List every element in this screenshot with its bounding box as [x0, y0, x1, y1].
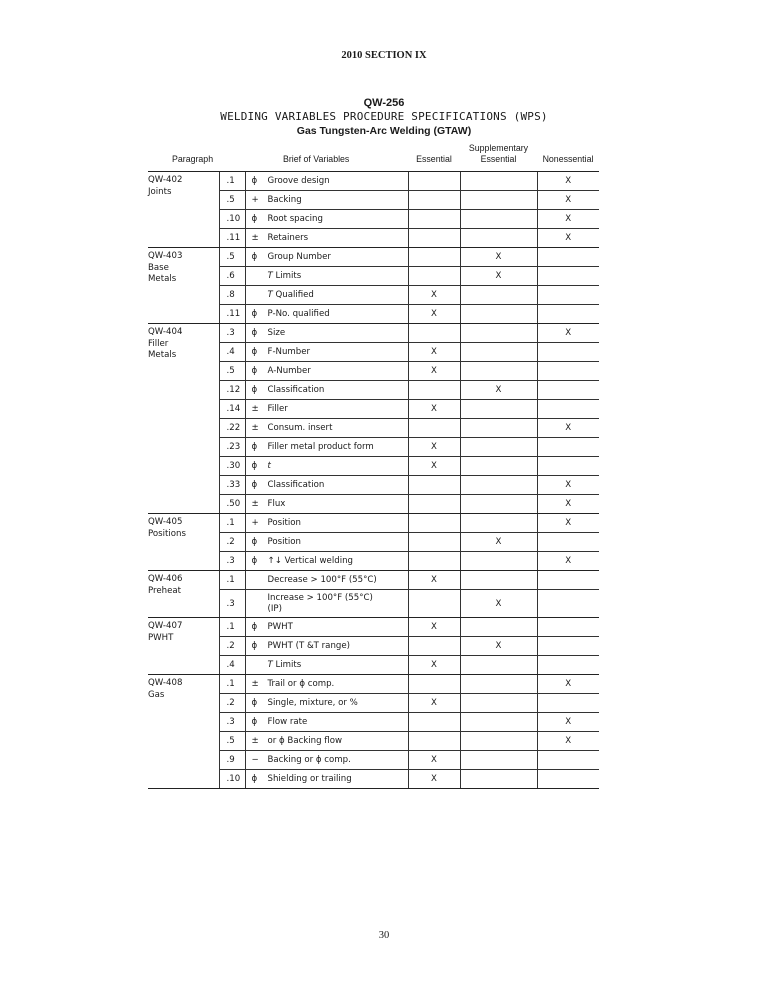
- variable-number: .5: [219, 732, 245, 751]
- table-row: [148, 514, 599, 533]
- nonessential-mark: [537, 438, 599, 457]
- essential-mark: [408, 381, 460, 400]
- nonessential-mark: [537, 343, 599, 362]
- essential-mark: [408, 324, 460, 343]
- variable-number: .5: [219, 191, 245, 210]
- variable-description: Group Number: [267, 252, 331, 262]
- nonessential-mark: [537, 770, 599, 789]
- paragraph-name: Filler Metals: [148, 338, 177, 360]
- variable-description: Shielding or trailing: [267, 774, 352, 784]
- essential-mark: [408, 191, 460, 210]
- variable-brief: [245, 656, 408, 675]
- variable-description: t: [267, 461, 271, 471]
- variable-description: PWHT: [267, 622, 293, 632]
- change-symbol: ϕ: [251, 774, 258, 784]
- nonessential-mark: [537, 694, 599, 713]
- nonessential-mark: [537, 457, 599, 476]
- nonessential-mark: X: [537, 552, 599, 571]
- variable-description: or ϕ Backing flow: [267, 736, 343, 746]
- paragraph-code: QW-406: [148, 574, 183, 584]
- essential-mark: X: [408, 286, 460, 305]
- variable-description: Decrease > 100°F (55°C): [267, 575, 377, 585]
- variable-number: .1: [219, 514, 245, 533]
- variable-number: .3: [219, 713, 245, 732]
- supplementary-mark: [460, 552, 537, 571]
- supplementary-mark: [460, 229, 537, 248]
- variable-brief: [245, 438, 408, 457]
- variable-number: .30: [219, 457, 245, 476]
- nonessential-mark: X: [537, 675, 599, 694]
- change-symbol: ±: [251, 499, 259, 509]
- nonessential-mark: X: [537, 229, 599, 248]
- paragraph-name: Positions: [148, 528, 186, 539]
- nonessential-mark: X: [537, 514, 599, 533]
- change-symbol: ϕ: [251, 442, 258, 452]
- header-paragraph: Paragraph: [148, 143, 245, 172]
- variable-number: .50: [219, 495, 245, 514]
- variable-description: Flux: [267, 499, 286, 509]
- supplementary-mark: [460, 571, 537, 590]
- supplementary-mark: [460, 514, 537, 533]
- header-supplementary: Supplementary Essential: [460, 143, 537, 172]
- supplementary-mark: [460, 770, 537, 789]
- variable-brief: [245, 618, 408, 637]
- variable-number: .1: [219, 675, 245, 694]
- variable-number: .10: [219, 210, 245, 229]
- variable-brief: [245, 533, 408, 552]
- paragraph-code: QW-405: [148, 517, 183, 527]
- change-symbol: ϕ: [251, 556, 258, 566]
- nonessential-mark: [537, 590, 599, 618]
- paragraph-cell: [148, 675, 219, 789]
- process-title: Gas Tungsten-Arc Welding (GTAW): [296, 125, 472, 137]
- variable-description: Classification: [267, 385, 325, 395]
- variable-description: P-No. qualified: [267, 309, 330, 319]
- supplementary-mark: [460, 438, 537, 457]
- variable-brief: [245, 590, 408, 618]
- change-symbol: ϕ: [251, 385, 258, 395]
- essential-mark: X: [408, 618, 460, 637]
- variable-brief: [245, 514, 408, 533]
- nonessential-mark: X: [537, 732, 599, 751]
- table-row: [148, 618, 599, 637]
- variable-number: .33: [219, 476, 245, 495]
- paragraph-name: Preheat: [148, 585, 182, 596]
- essential-mark: [408, 732, 460, 751]
- essential-mark: [408, 713, 460, 732]
- essential-mark: [408, 552, 460, 571]
- variable-number: .2: [219, 637, 245, 656]
- variable-number: .10: [219, 770, 245, 789]
- supplementary-mark: X: [460, 590, 537, 618]
- variable-number: .11: [219, 229, 245, 248]
- essential-mark: [408, 476, 460, 495]
- variable-number: .1: [219, 618, 245, 637]
- variable-brief: [245, 637, 408, 656]
- variable-description: Size: [267, 328, 286, 338]
- supplementary-mark: [460, 324, 537, 343]
- variable-brief: [245, 305, 408, 324]
- variable-brief: [245, 552, 408, 571]
- variable-number: .9: [219, 751, 245, 770]
- supplementary-mark: X: [460, 248, 537, 267]
- supplementary-mark: [460, 618, 537, 637]
- page-number: 30: [378, 930, 390, 941]
- nonessential-mark: [537, 533, 599, 552]
- change-symbol: ϕ: [251, 537, 258, 547]
- supplementary-mark: [460, 400, 537, 419]
- supplementary-mark: [460, 457, 537, 476]
- supplementary-mark: X: [460, 533, 537, 552]
- supplementary-mark: [460, 343, 537, 362]
- change-symbol: ϕ: [251, 309, 258, 319]
- header-nonessential: Nonessential: [537, 143, 599, 172]
- variable-number: .1: [219, 172, 245, 191]
- variable-description: A-Number: [267, 366, 311, 376]
- variable-brief: [245, 172, 408, 191]
- essential-mark: X: [408, 656, 460, 675]
- variable-description: Position: [267, 537, 301, 547]
- supplementary-mark: [460, 732, 537, 751]
- variable-brief: [245, 495, 408, 514]
- change-symbol: ±: [251, 423, 259, 433]
- paragraph-code: QW-403: [148, 251, 183, 261]
- nonessential-mark: X: [537, 476, 599, 495]
- change-symbol: ϕ: [251, 461, 258, 471]
- paragraph-name: Base Metals: [148, 262, 177, 284]
- essential-mark: X: [408, 362, 460, 381]
- change-symbol: ±: [251, 233, 259, 243]
- paragraph-cell: [148, 324, 219, 514]
- variable-brief: [245, 191, 408, 210]
- nonessential-mark: [537, 571, 599, 590]
- paragraph-code: QW-408: [148, 678, 183, 688]
- supplementary-mark: X: [460, 267, 537, 286]
- table-title-block: [0, 96, 768, 138]
- variable-brief: [245, 324, 408, 343]
- table-row: [148, 172, 599, 191]
- supplementary-mark: [460, 210, 537, 229]
- variable-number: .1: [219, 571, 245, 590]
- paragraph-name: Joints: [148, 186, 172, 197]
- supplementary-mark: [460, 305, 537, 324]
- paragraph-code: QW-404: [148, 327, 183, 337]
- variable-description: Root spacing: [267, 214, 323, 224]
- variable-brief: [245, 210, 408, 229]
- nonessential-mark: X: [537, 210, 599, 229]
- nonessential-mark: X: [537, 324, 599, 343]
- table-row: [148, 675, 599, 694]
- variable-number: .11: [219, 305, 245, 324]
- change-symbol: ϕ: [251, 252, 258, 262]
- header-essential: Essential: [408, 143, 460, 172]
- variable-brief: [245, 476, 408, 495]
- supplementary-mark: [460, 495, 537, 514]
- paragraph-code: QW-407: [148, 621, 183, 631]
- variable-brief: [245, 267, 408, 286]
- nonessential-mark: [537, 305, 599, 324]
- variable-brief: [245, 457, 408, 476]
- essential-mark: [408, 172, 460, 191]
- variable-number: .2: [219, 533, 245, 552]
- variable-number: .22: [219, 419, 245, 438]
- nonessential-mark: [537, 637, 599, 656]
- paragraph-cell: [148, 571, 219, 618]
- supplementary-mark: X: [460, 381, 537, 400]
- supplementary-mark: [460, 713, 537, 732]
- supplementary-mark: [460, 476, 537, 495]
- change-symbol: +: [251, 195, 259, 205]
- nonessential-mark: [537, 656, 599, 675]
- nonessential-mark: [537, 248, 599, 267]
- variable-description: Classification: [267, 480, 325, 490]
- paragraph-name: Gas: [148, 689, 165, 700]
- variable-brief: [245, 571, 408, 590]
- variable-description: Consum. insert: [267, 423, 333, 433]
- essential-mark: X: [408, 457, 460, 476]
- change-symbol: ϕ: [251, 328, 258, 338]
- essential-mark: X: [408, 343, 460, 362]
- supplementary-mark: [460, 675, 537, 694]
- supplementary-mark: [460, 286, 537, 305]
- nonessential-mark: X: [537, 191, 599, 210]
- variable-brief: [245, 229, 408, 248]
- variable-description: T Limits: [267, 271, 302, 281]
- essential-mark: [408, 675, 460, 694]
- supplementary-mark: [460, 172, 537, 191]
- header-brief: Brief of Variables: [245, 143, 408, 172]
- variable-number: .4: [219, 343, 245, 362]
- essential-mark: [408, 229, 460, 248]
- variable-description: Trail or ϕ comp.: [267, 679, 335, 689]
- change-symbol: ±: [251, 736, 259, 746]
- variable-description: ↑↓ Vertical welding: [267, 556, 353, 566]
- essential-mark: X: [408, 694, 460, 713]
- variable-brief: [245, 732, 408, 751]
- welding-variables-table: [148, 143, 599, 789]
- variable-description: Backing or ϕ comp.: [267, 755, 351, 765]
- change-symbol: −: [251, 755, 259, 765]
- paragraph-cell: [148, 618, 219, 675]
- supplementary-mark: [460, 694, 537, 713]
- variable-brief: [245, 419, 408, 438]
- paragraph-cell: [148, 514, 219, 571]
- table-row: [148, 324, 599, 343]
- supplementary-mark: [460, 191, 537, 210]
- supplementary-mark: X: [460, 637, 537, 656]
- variable-brief: [245, 770, 408, 789]
- nonessential-mark: [537, 362, 599, 381]
- variable-description: Position: [267, 518, 301, 528]
- essential-mark: [408, 495, 460, 514]
- running-head: 2010 SECTION IX: [341, 50, 427, 61]
- essential-mark: X: [408, 751, 460, 770]
- variable-brief: [245, 400, 408, 419]
- variable-number: .2: [219, 694, 245, 713]
- essential-mark: [408, 533, 460, 552]
- variable-number: .12: [219, 381, 245, 400]
- paragraph-code: QW-402: [148, 175, 183, 185]
- table-title: WELDING VARIABLES PROCEDURE SPECIFICATIONS (WPS): [220, 110, 548, 123]
- essential-mark: X: [408, 400, 460, 419]
- variable-number: .4: [219, 656, 245, 675]
- table-body: [148, 172, 599, 789]
- variable-brief: [245, 713, 408, 732]
- supplementary-mark: [460, 419, 537, 438]
- paragraph-name: PWHT: [148, 632, 174, 643]
- variable-description: Backing: [267, 195, 302, 205]
- essential-mark: [408, 514, 460, 533]
- change-symbol: ϕ: [251, 622, 258, 632]
- change-symbol: ϕ: [251, 717, 258, 727]
- variable-description: Increase > 100°F (55°C) (IP): [267, 592, 373, 614]
- variable-description: Groove design: [267, 176, 330, 186]
- variable-number: .5: [219, 248, 245, 267]
- nonessential-mark: [537, 751, 599, 770]
- nonessential-mark: X: [537, 172, 599, 191]
- essential-mark: [408, 590, 460, 618]
- paragraph-cell: [148, 248, 219, 324]
- supplementary-mark: [460, 656, 537, 675]
- essential-mark: [408, 267, 460, 286]
- variable-number: .3: [219, 590, 245, 618]
- paragraph-cell: [148, 172, 219, 248]
- variable-number: .14: [219, 400, 245, 419]
- supplementary-mark: [460, 362, 537, 381]
- variable-description: T Qualified: [267, 290, 314, 300]
- essential-mark: X: [408, 571, 460, 590]
- table-row: [148, 248, 599, 267]
- variable-brief: [245, 286, 408, 305]
- change-symbol: ϕ: [251, 347, 258, 357]
- change-symbol: ±: [251, 404, 259, 414]
- variable-brief: [245, 343, 408, 362]
- nonessential-mark: [537, 381, 599, 400]
- essential-mark: [408, 248, 460, 267]
- variable-description: T Limits: [267, 660, 302, 670]
- essential-mark: [408, 210, 460, 229]
- essential-mark: [408, 419, 460, 438]
- variable-brief: [245, 694, 408, 713]
- variable-brief: [245, 675, 408, 694]
- change-symbol: ±: [251, 679, 259, 689]
- nonessential-mark: X: [537, 419, 599, 438]
- variable-brief: [245, 381, 408, 400]
- variable-number: .6: [219, 267, 245, 286]
- essential-mark: X: [408, 770, 460, 789]
- table-header-row: [148, 143, 599, 172]
- nonessential-mark: [537, 400, 599, 419]
- change-symbol: ϕ: [251, 641, 258, 651]
- variable-number: .8: [219, 286, 245, 305]
- variable-description: Single, mixture, or %: [267, 698, 358, 708]
- variable-brief: [245, 248, 408, 267]
- variable-description: Filler metal product form: [267, 442, 374, 452]
- essential-mark: [408, 637, 460, 656]
- variable-number: .3: [219, 552, 245, 571]
- nonessential-mark: X: [537, 495, 599, 514]
- supplementary-mark: [460, 751, 537, 770]
- variable-description: F-Number: [267, 347, 311, 357]
- variable-description: Retainers: [267, 233, 309, 243]
- table-code: QW-256: [363, 97, 405, 109]
- variable-brief: [245, 751, 408, 770]
- variable-description: Flow rate: [267, 717, 308, 727]
- nonessential-mark: X: [537, 713, 599, 732]
- variable-description: PWHT (T &T range): [267, 641, 350, 651]
- variable-number: .23: [219, 438, 245, 457]
- change-symbol: ϕ: [251, 480, 258, 490]
- variable-brief: [245, 362, 408, 381]
- nonessential-mark: [537, 618, 599, 637]
- change-symbol: ϕ: [251, 698, 258, 708]
- nonessential-mark: [537, 286, 599, 305]
- variable-number: .3: [219, 324, 245, 343]
- variable-description: Filler: [267, 404, 288, 414]
- table-row: [148, 571, 599, 590]
- change-symbol: +: [251, 518, 259, 528]
- essential-mark: X: [408, 438, 460, 457]
- change-symbol: ϕ: [251, 176, 258, 186]
- nonessential-mark: [537, 267, 599, 286]
- change-symbol: ϕ: [251, 366, 258, 376]
- essential-mark: X: [408, 305, 460, 324]
- variable-number: .5: [219, 362, 245, 381]
- change-symbol: ϕ: [251, 214, 258, 224]
